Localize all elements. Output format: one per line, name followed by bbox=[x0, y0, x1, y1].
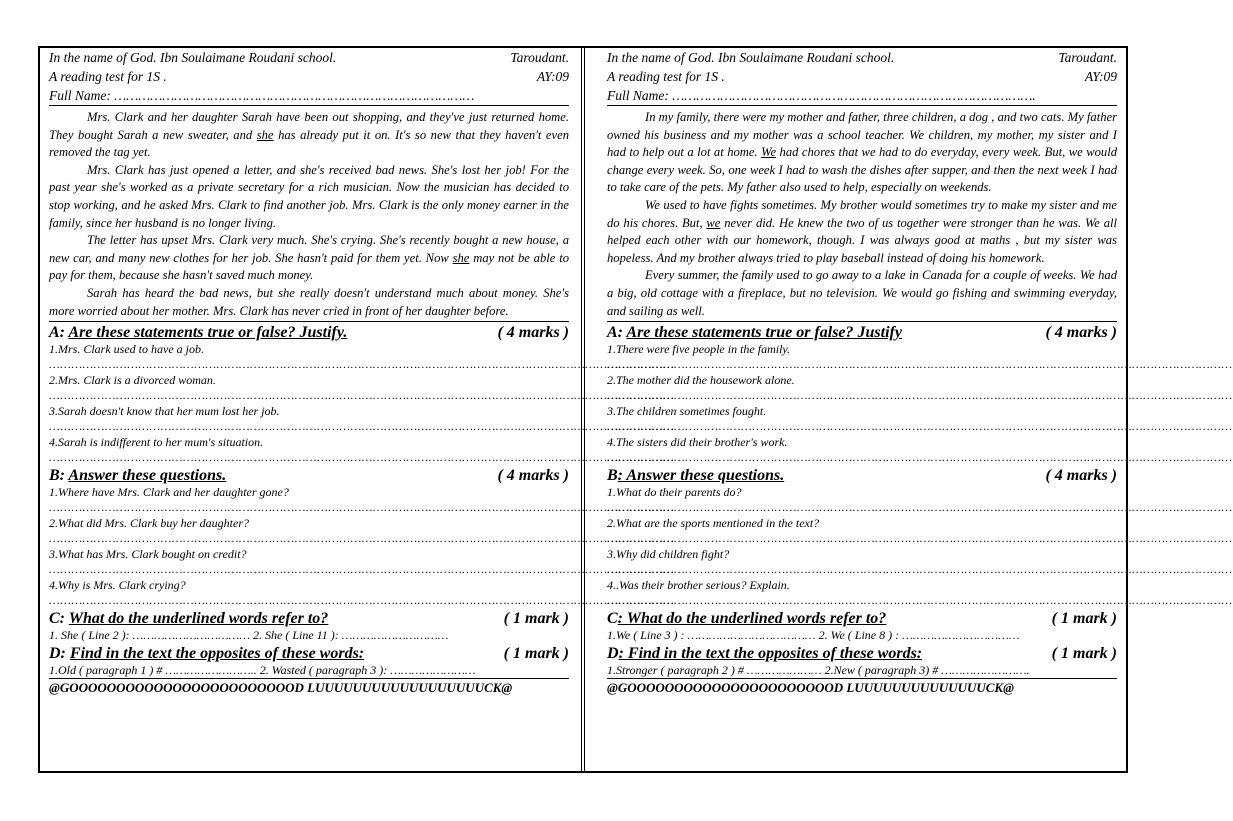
answer-line[interactable]: …………………………………………………………………………………………………………………………………………………… bbox=[607, 500, 1233, 515]
answer-line[interactable]: …………………………………………………………………………………………………………………………………………………… bbox=[49, 357, 675, 372]
right-worksheet bbox=[601, 48, 1233, 771]
test-title: A reading test for 1S . bbox=[607, 69, 725, 84]
school-name: In the name of God. Ibn Soulaimane Roudani school. bbox=[607, 50, 895, 65]
section-d-heading: D: Find in the text the opposites of these words: ( 1 mark ) bbox=[49, 645, 569, 663]
statement: 2.Mrs. Clark is a divorced woman. bbox=[49, 373, 216, 388]
marks: ( 1 mark ) bbox=[1051, 645, 1117, 663]
question: 4.Why is Mrs. Clark crying? bbox=[49, 578, 186, 593]
paragraph-2: Mrs. Clark has just opened a letter, and she's received bad news. She's lost her job! For the past year she's worked as a private secretary for a rich musician. Now the musician has decided to stop working, and he asked Mrs. Clark to find another job. Mrs. Clark is the only money earner in the family, since her husband is no longer living. bbox=[49, 162, 569, 230]
statement: 2.The mother did the housework alone. bbox=[607, 373, 795, 388]
underlined-word: she bbox=[256, 127, 274, 142]
reading-passage bbox=[49, 109, 569, 322]
answer-line[interactable]: …………………………………………………………………………………………………………………………………………………… bbox=[49, 531, 675, 546]
answer-line[interactable]: …………………………………………………………………………………………………………………………………………………… bbox=[607, 562, 1233, 577]
paragraph-2: We used to have fights sometimes. My brother would sometimes try to make my sister and me do his chores. But, we never did. He knew the two of us together were stronger than he was. We all helped each other with our homework, though. I was always good at maths , but my sister was hopeless. And my brother always tried to play baseball instead of doing his homework. bbox=[607, 197, 1117, 265]
header bbox=[49, 48, 569, 106]
test-title: A reading test for 1S . bbox=[49, 69, 167, 84]
answer-line[interactable]: …………………………………………………………………………………………………………………………………………………… bbox=[49, 500, 675, 515]
statement: 1.There were five people in the family. bbox=[607, 342, 791, 357]
section-b-heading: B: Answer these questions. ( 4 marks ) bbox=[607, 467, 1117, 485]
good-luck-footer: @GOOOOOOOOOOOOOOOOOOOOOOOOD LUUUUUUUUUUUUUUUUUUCK@ bbox=[49, 678, 569, 696]
answer-line[interactable]: …………………………………………………………………………………………………………………………………………………… bbox=[607, 388, 1233, 403]
answer-line[interactable]: …………………………………………………………………………………………………………………………………………………… bbox=[49, 562, 675, 577]
marks: ( 4 marks ) bbox=[1045, 467, 1117, 485]
marks: ( 1 mark ) bbox=[1051, 610, 1117, 628]
answer-line[interactable]: …………………………………………………………………………………………………………………………………………………… bbox=[607, 593, 1233, 608]
good-luck-footer: @GOOOOOOOOOOOOOOOOOOOOOOD LUUUUUUUUUUUUUUCK@ bbox=[607, 678, 1117, 696]
worksheet-frame bbox=[38, 46, 1233, 773]
answer-line[interactable]: …………………………………………………………………………………………………………………………………………………… bbox=[607, 357, 1233, 372]
academic-year: AY:09 bbox=[536, 69, 569, 84]
question: 3.What has Mrs. Clark bought on credit? bbox=[49, 547, 247, 562]
section-c-heading: C: What do the underlined words refer to? ( 1 mark ) bbox=[49, 610, 569, 628]
answer-line[interactable]: …………………………………………………………………………………………………………………………………………………… bbox=[49, 593, 675, 608]
school-name: In the name of God. Ibn Soulaimane Roudani school. bbox=[49, 50, 337, 65]
paragraph-4: Sarah has heard the bad news, but she really doesn't understand much about money. She's more worried about her mother. Mrs. Clark has never cried in front of her daughter before. bbox=[49, 285, 569, 318]
column-divider bbox=[581, 48, 585, 771]
marks: ( 1 mark ) bbox=[503, 645, 569, 663]
underlined-word: she bbox=[452, 250, 470, 265]
section-d-line[interactable]: 1.Stronger ( paragraph 2 ) # ………………… 2.New ( paragraph 3) # ……………………. bbox=[607, 663, 1030, 678]
statement: 1.Mrs. Clark used to have a job. bbox=[49, 342, 204, 357]
underlined-word: we bbox=[706, 215, 721, 230]
section-c-line[interactable]: 1. She ( Line 2 ): …………………………… 2. She ( Line 11 ): ………………………… bbox=[49, 628, 449, 643]
answer-line[interactable]: …………………………………………………………………………………………………………………………………………………… bbox=[607, 531, 1233, 546]
section-a-heading: A: Are these statements true or false? Justify ( 4 marks ) bbox=[607, 324, 1117, 342]
section-a-items bbox=[607, 342, 1233, 465]
academic-year: AY:09 bbox=[1084, 69, 1117, 84]
paragraph-3: The letter has upset Mrs. Clark very much. She's crying. She's recently bought a new house, a new car, and many new clothes for her job. She hasn't paid for them yet. Now she may not be able to pay for them, because she hasn't saved much money. bbox=[49, 233, 569, 283]
section-c-line[interactable]: 1.We ( Line 3 ) : ……………………………… 2. We ( Line 8 ) : …………………………… bbox=[607, 628, 1020, 643]
question: 4..Was their brother serious? Explain. bbox=[607, 578, 790, 593]
answer-line[interactable]: …………………………………………………………………………………………………………………………………………………… bbox=[49, 388, 675, 403]
question: 2.What are the sports mentioned in the text? bbox=[607, 516, 820, 531]
reading-passage bbox=[607, 109, 1117, 322]
full-name-line: Full Name: ………………………………………………………………………………. bbox=[607, 86, 1117, 106]
answer-line[interactable]: …………………………………………………………………………………………………………………………………………………… bbox=[607, 450, 1233, 465]
underlined-word: We bbox=[761, 145, 777, 160]
paragraph-1: Mrs. Clark and her daughter Sarah have been out shopping, and they've just returned home. They bought Sarah a new sweater, and she has already put it on. It's so new that they haven't even removed the tag yet. bbox=[49, 110, 569, 160]
marks: ( 4 marks ) bbox=[497, 467, 569, 485]
statement: 4.Sarah is indifferent to her mum's situation. bbox=[49, 435, 264, 450]
answer-line[interactable]: …………………………………………………………………………………………………………………………………………………… bbox=[607, 419, 1233, 434]
statement: 3.The children sometimes fought. bbox=[607, 404, 767, 419]
paragraph-1: In my family, there were my mother and father, three children, a dog , and two cats. My father owned his business and my mother was a school teacher. We children, my mother, my sister and I had to help out a lot at home. We had chores that we had to do everyday, every week. But, we would change every week. So, one week I had to wash the dishes after supper, and then the next week I had to take care of the pets. My father also used to help, especially on weekends. bbox=[607, 110, 1118, 195]
section-d-line[interactable]: 1.Old ( paragraph 1 ) # …………………….. 2. Wasted ( paragraph 3 ): …………………… bbox=[49, 663, 476, 678]
question: 3.Why did children fight? bbox=[607, 547, 730, 562]
city: Taroudant. bbox=[510, 50, 569, 65]
section-d-heading: D: Find in the text the opposites of these words: ( 1 mark ) bbox=[607, 645, 1117, 663]
section-a-heading: A: Are these statements true or false? Justify. ( 4 marks ) bbox=[49, 324, 569, 342]
city: Taroudant. bbox=[1058, 50, 1117, 65]
statement: 4.The sisters did their brother's work. bbox=[607, 435, 788, 450]
section-b-items bbox=[607, 485, 1233, 608]
section-c-heading: C: What do the underlined words refer to? ( 1 mark ) bbox=[607, 610, 1117, 628]
question: 2.What did Mrs. Clark buy her daughter? bbox=[49, 516, 249, 531]
statement: 3.Sarah doesn't know that her mum lost her job. bbox=[49, 404, 280, 419]
full-name-line: Full Name: ……………………………………………………………………………… bbox=[49, 86, 569, 106]
marks: ( 4 marks ) bbox=[1045, 324, 1117, 342]
question: 1.Where have Mrs. Clark and her daughter gone? bbox=[49, 485, 289, 500]
question: 1.What do their parents do? bbox=[607, 485, 742, 500]
section-b-heading: B: Answer these questions. ( 4 marks ) bbox=[49, 467, 569, 485]
answer-line[interactable]: …………………………………………………………………………………………………………………………………………………… bbox=[49, 419, 675, 434]
header bbox=[607, 48, 1117, 106]
answer-line[interactable]: …………………………………………………………………………………………………………………………………………………… bbox=[49, 450, 675, 465]
paragraph-3: Every summer, the family used to go away to a lake in Canada for a couple of weeks. We had a big, old cottage with a fireplace, but no television. We would go fishing and swimming everyday, and sailing as well. bbox=[607, 268, 1117, 318]
marks: ( 1 mark ) bbox=[503, 610, 569, 628]
section-a-items bbox=[49, 342, 675, 465]
marks: ( 4 marks ) bbox=[497, 324, 569, 342]
